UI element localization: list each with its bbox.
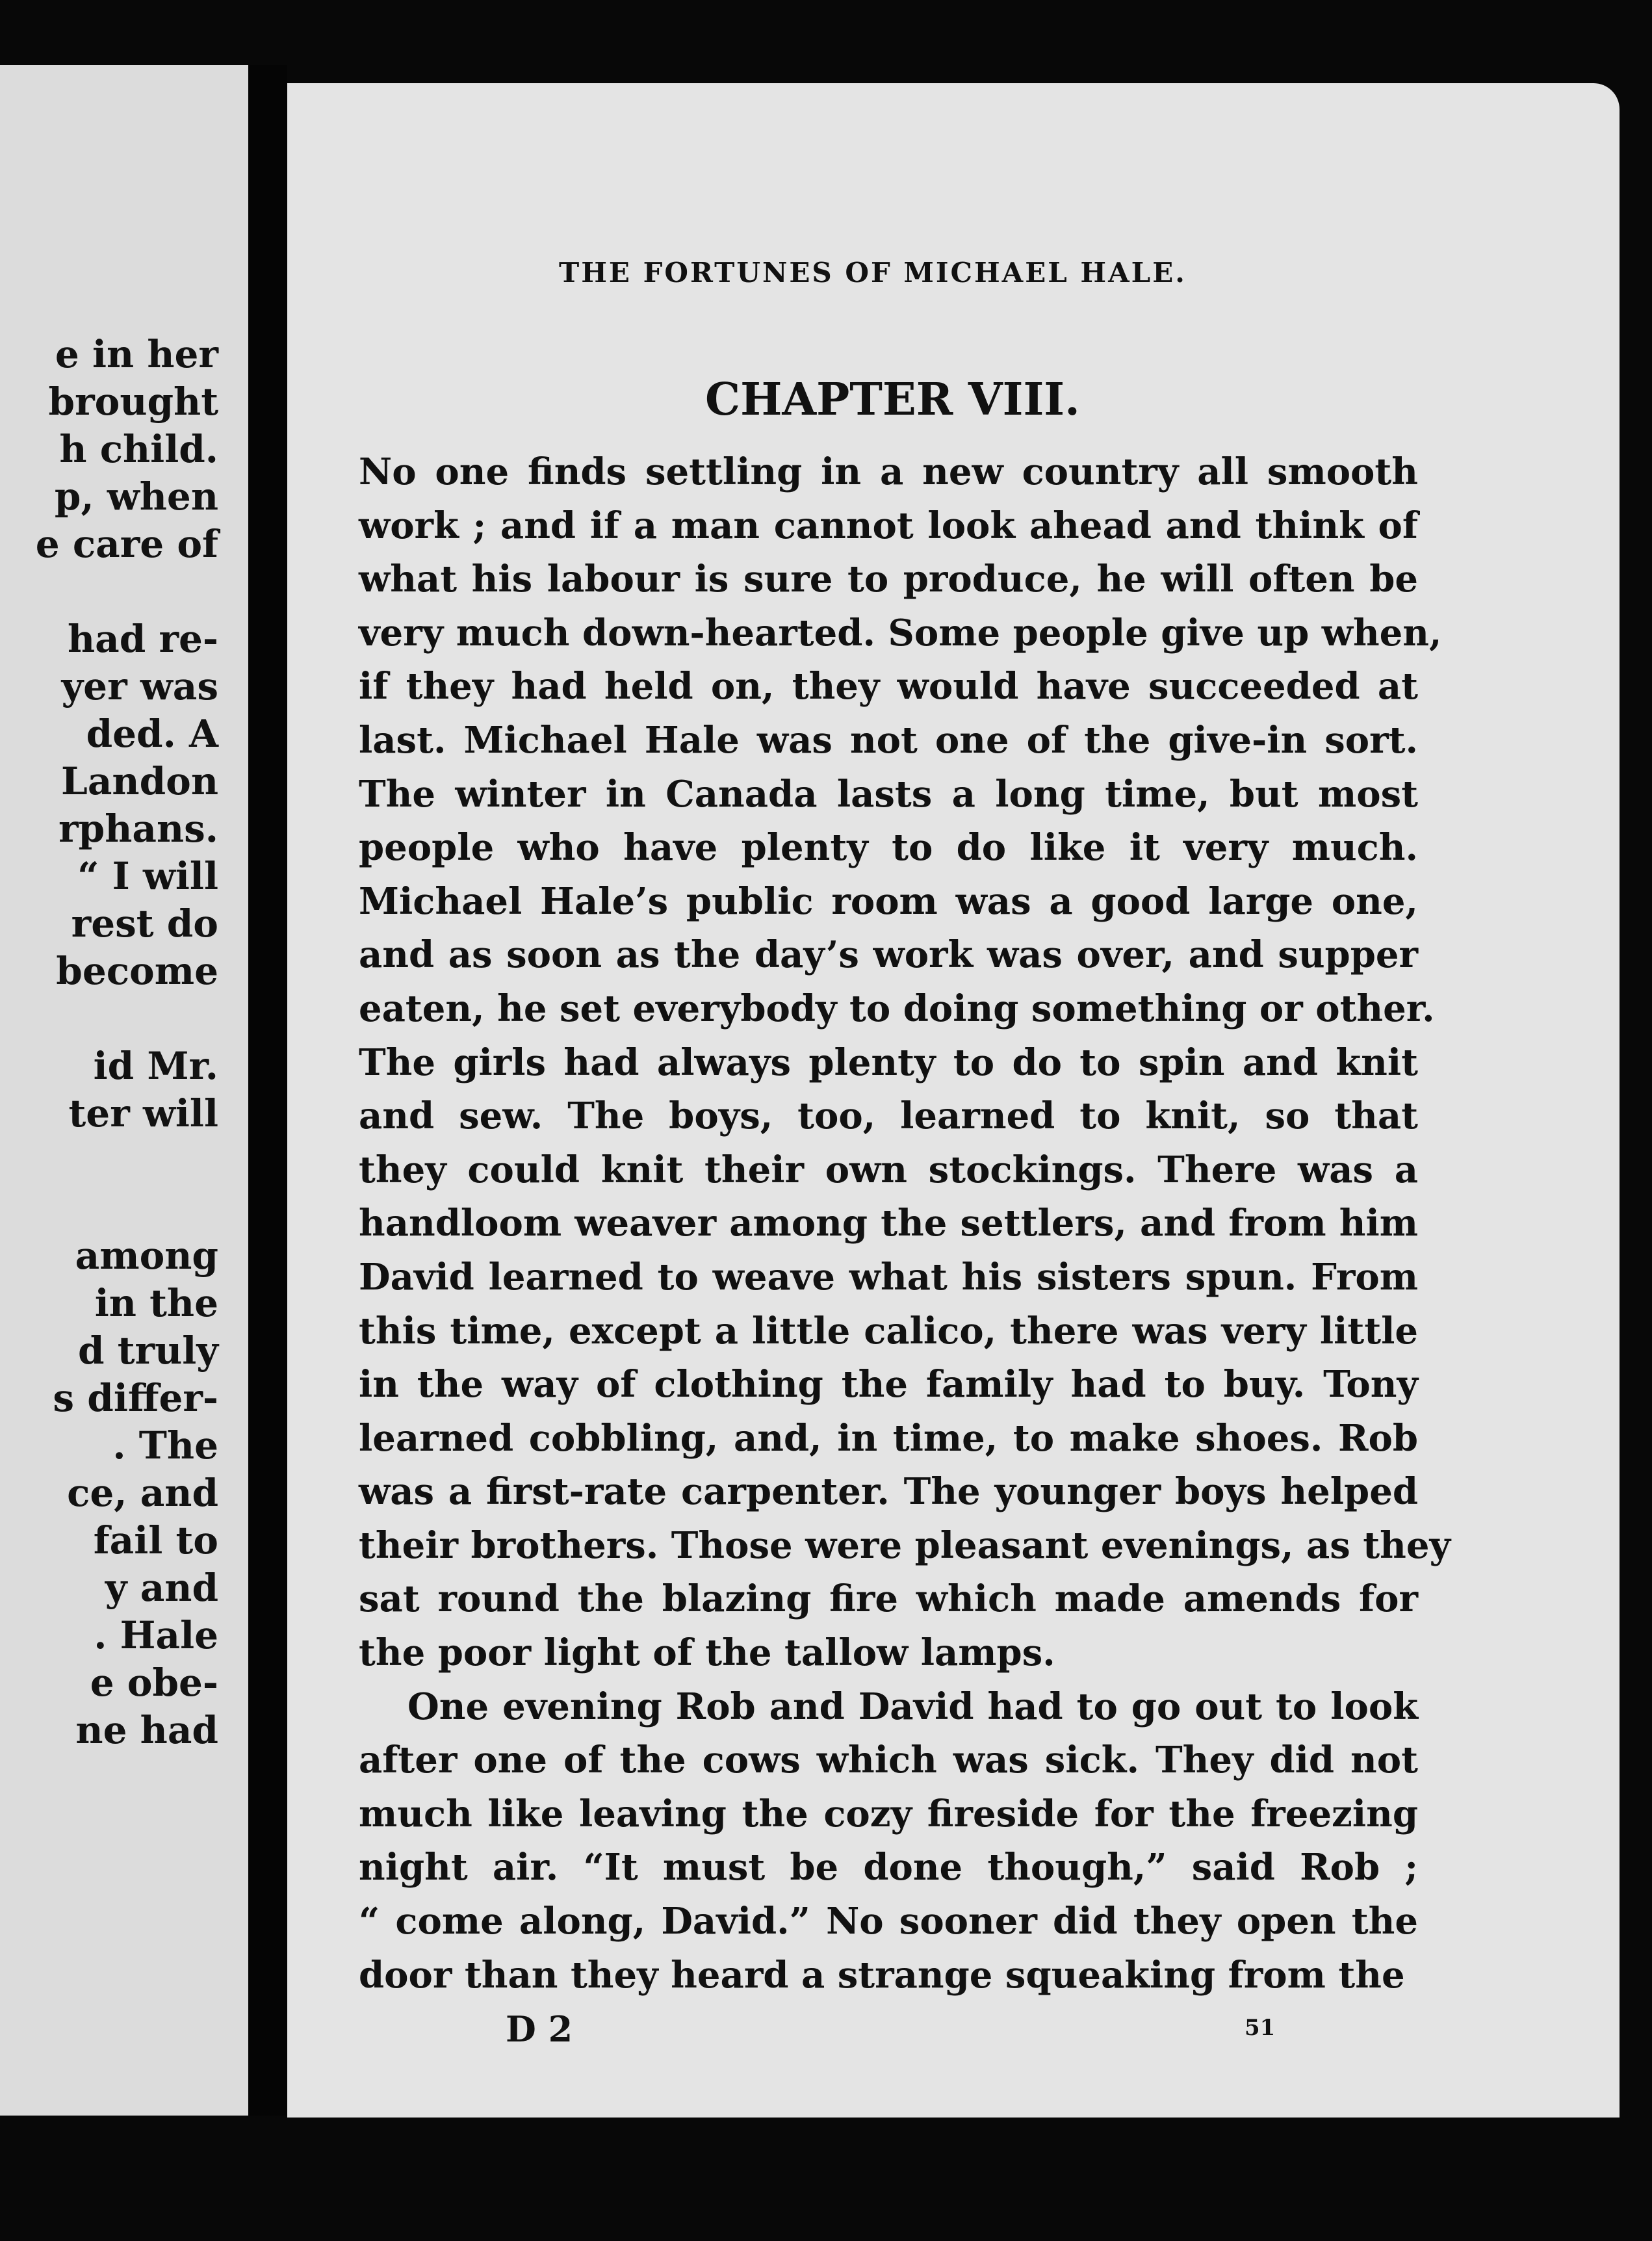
- left-page: [0, 65, 248, 2116]
- body-line: people who have plenty to do like it very much.: [359, 826, 1418, 870]
- left-page-line: y and: [105, 1566, 218, 1610]
- body-line: after one of the cows which was sick. They did not: [359, 1739, 1418, 1782]
- body-line: sat round the blazing fire which made amends for: [359, 1577, 1418, 1621]
- body-line: David learned to weave what his sisters spun. From: [359, 1255, 1418, 1299]
- body-line: their brothers. Those were pleasant evenings, as they: [359, 1523, 1451, 1567]
- body-line: handloom weaver among the settlers, and from him: [359, 1202, 1418, 1245]
- body-line: work ; and if a man cannot look ahead and think of: [359, 504, 1418, 547]
- left-page-line: yer was: [61, 664, 218, 708]
- body-line: the poor light of the tallow lamps.: [359, 1631, 1055, 1675]
- left-page-line: h child.: [59, 427, 218, 471]
- left-page-line: ce, and: [67, 1471, 218, 1515]
- body-line: this time, except a little calico, there was very little: [359, 1309, 1418, 1353]
- left-page-line: Landon: [61, 759, 218, 803]
- body-line: learned cobbling, and, in time, to make shoes. Rob: [359, 1416, 1418, 1460]
- left-page-line: had re-: [67, 617, 218, 661]
- body-line: and as soon as the day’s work was over, and supper: [359, 933, 1418, 977]
- left-page-line: id Mr.: [93, 1044, 218, 1088]
- body-line: last. Michael Hale was not one of the give-in sort.: [359, 718, 1418, 762]
- left-page-line: e obe-: [90, 1661, 218, 1705]
- left-page-line: e care of: [35, 522, 218, 566]
- book-gutter: [248, 65, 287, 2116]
- body-line: The winter in Canada lasts a long time, but most: [359, 772, 1418, 816]
- body-line: Michael Hale’s public room was a good large one,: [359, 879, 1418, 923]
- left-page-line: e in her: [55, 332, 218, 376]
- left-page-line: brought: [48, 380, 218, 424]
- left-page-line: d truly: [78, 1328, 218, 1373]
- left-page-line: . The: [112, 1423, 218, 1468]
- body-text: [359, 445, 1451, 2002]
- body-line: very much down-hearted. Some people give up when,: [359, 611, 1442, 654]
- body-line: eaten, he set everybody to doing something or other.: [359, 987, 1435, 1030]
- left-page-line: ter will: [68, 1091, 218, 1135]
- left-page-line: become: [56, 949, 218, 993]
- left-page-line: ded. A: [86, 712, 218, 756]
- left-page-line: s differ-: [53, 1376, 218, 1420]
- body-line: in the way of clothing the family had to buy. Tony: [359, 1363, 1418, 1406]
- body-line: The girls had always plenty to do to spin and knit: [359, 1041, 1418, 1084]
- body-line: No one finds settling in a new country all smooth: [359, 450, 1418, 493]
- left-page-line: “ I will: [77, 854, 218, 898]
- body-line: and sew. The boys, too, learned to knit, so that: [359, 1095, 1418, 1138]
- left-page-line: p, when: [54, 474, 218, 519]
- body-line: One evening Rob and David had to go out to look: [407, 1685, 1418, 1728]
- body-line: “ come along, David.” No sooner did they open the: [359, 1900, 1418, 1943]
- left-page-line: rphans.: [58, 807, 218, 851]
- page-number: 51: [1245, 2015, 1276, 2041]
- body-line: night air. “It must be done though,” said Rob ;: [359, 1846, 1418, 1889]
- signature-mark: D 2: [506, 2008, 573, 2050]
- body-line: they could knit their own stockings. There was a: [359, 1148, 1418, 1191]
- left-page-line: fail to: [93, 1518, 218, 1562]
- body-line: much like leaving the cozy fireside for the freezing: [359, 1792, 1418, 1835]
- running-head: THE FORTUNES OF MICHAEL HALE.: [559, 257, 1187, 289]
- left-page-line: . Hale: [94, 1613, 218, 1657]
- body-line: what his labour is sure to produce, he will often be: [359, 558, 1418, 601]
- left-page-line: among: [75, 1234, 218, 1278]
- left-page-line: ne had: [75, 1708, 218, 1752]
- left-page-line: rest do: [71, 901, 218, 946]
- chapter-title: CHAPTER VIII.: [705, 374, 1080, 426]
- body-line: was a first-rate carpenter. The younger boys helped: [359, 1470, 1418, 1514]
- body-line: door than they heard a strange squeaking from the: [359, 1953, 1405, 1997]
- left-page-line: in the: [94, 1281, 218, 1325]
- body-line: if they had held on, they would have succeeded at: [359, 665, 1418, 708]
